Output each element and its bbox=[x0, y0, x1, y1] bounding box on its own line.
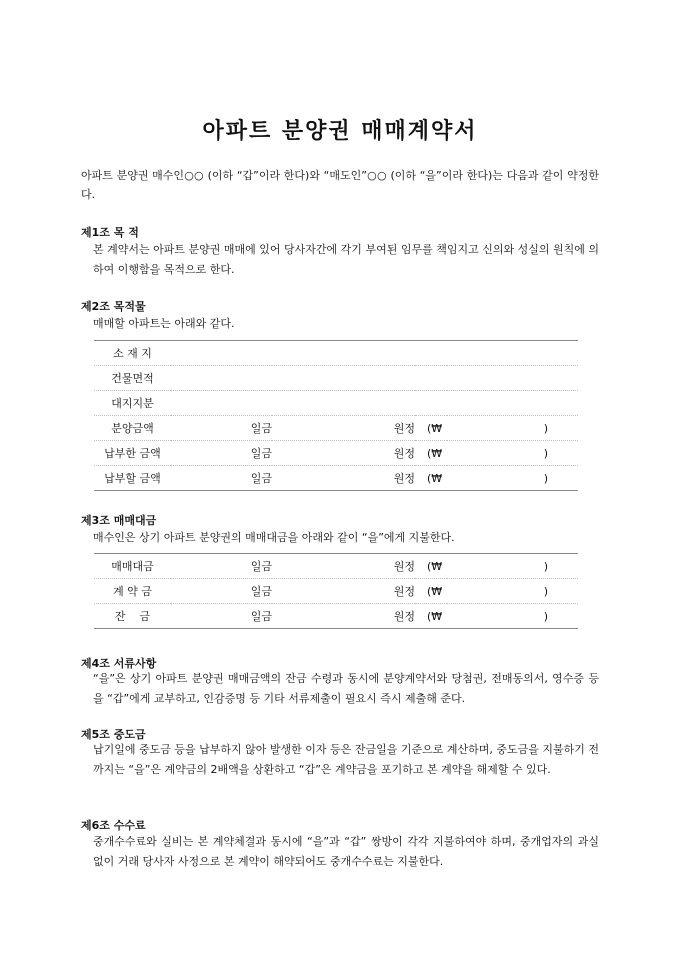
row-label: 잔 금 bbox=[94, 604, 171, 629]
article4-body: “을”은 상기 아파트 분양권 매매금액의 잔금 수령과 동시에 분양계약서와 당첨권, 전매동의서, 영수증 등을 “갑”에게 교부하고, 인감증명 등 기타 서류제출이 필요시 즉시 제출해 준다. bbox=[93, 672, 599, 705]
won-cell: 원정 bbox=[272, 441, 415, 466]
ilgeum-cell bbox=[171, 391, 272, 416]
row-label: 소 재 지 bbox=[94, 341, 171, 366]
row-label: 매매대금 bbox=[94, 554, 171, 579]
won-cell: 원정 bbox=[272, 604, 415, 629]
won-cell: 원정 bbox=[272, 416, 415, 441]
table-row bbox=[94, 341, 578, 366]
close-paren-cell: ) bbox=[447, 604, 578, 629]
close-paren-cell: ) bbox=[447, 466, 578, 491]
article3-heading: 제3조 매매대금 bbox=[81, 514, 157, 527]
table-row bbox=[94, 441, 578, 466]
ilgeum-cell: 일금 bbox=[171, 579, 272, 604]
row-label: 분양금액 bbox=[94, 416, 171, 441]
ilgeum-cell: 일금 bbox=[171, 441, 272, 466]
ilgeum-cell: 일금 bbox=[171, 604, 272, 629]
table-row bbox=[94, 466, 578, 491]
close-paren-cell bbox=[447, 366, 578, 391]
article1-body: 본 계약서는 아파트 분양권 매매에 있어 당사자간에 각기 부여된 임무를 책임지고 신의와 성실의 원칙에 의하여 이행함을 목적으로 한다. bbox=[93, 243, 599, 276]
payment-table bbox=[94, 553, 578, 629]
won-cell: 원정 bbox=[272, 554, 415, 579]
article4-heading: 제4조 서류사항 bbox=[81, 657, 157, 670]
won-cell: 원정 bbox=[272, 579, 415, 604]
article5-body: 납기일에 중도금 등을 납부하지 않아 발생한 이자 등은 잔금일을 기준으로 계산하며, 중도금을 지불하기 전까지는 “을”은 계약금의 2배액을 상환하고 “갑”은 계약금을 포기하고 본 계약을 해제할 수 있다. bbox=[93, 743, 599, 776]
currency-cell: (₩ bbox=[415, 441, 447, 466]
article5-heading: 제5조 중도금 bbox=[81, 728, 146, 741]
article2-heading: 제2조 목적물 bbox=[81, 300, 146, 313]
close-paren-cell: ) bbox=[447, 554, 578, 579]
document-title: 아파트 분양권 매매계약서 bbox=[202, 119, 478, 144]
currency-cell bbox=[415, 391, 447, 416]
table-row bbox=[94, 366, 578, 391]
property-table bbox=[94, 340, 578, 491]
currency-cell: (₩ bbox=[415, 466, 447, 491]
table-row bbox=[94, 604, 578, 629]
close-paren-cell: ) bbox=[447, 579, 578, 604]
ilgeum-cell: 일금 bbox=[171, 416, 272, 441]
ilgeum-cell bbox=[171, 366, 272, 391]
won-cell bbox=[272, 366, 415, 391]
row-label: 계 약 금 bbox=[94, 579, 171, 604]
currency-cell: (₩ bbox=[415, 604, 447, 629]
row-label: 납부할 금액 bbox=[94, 466, 171, 491]
close-paren-cell bbox=[447, 391, 578, 416]
ilgeum-cell: 일금 bbox=[171, 466, 272, 491]
row-label: 대지지분 bbox=[94, 391, 171, 416]
table-row bbox=[94, 416, 578, 441]
close-paren-cell bbox=[447, 341, 578, 366]
intro-paragraph: 아파트 분양권 매수인○○ (이하 “갑”이라 한다)와 “매도인”○○ (이하 “을”이라 한다)는 다음과 같이 약정한다. bbox=[81, 169, 599, 201]
ilgeum-cell bbox=[171, 341, 272, 366]
currency-cell: (₩ bbox=[415, 554, 447, 579]
table-row bbox=[94, 554, 578, 579]
won-cell bbox=[272, 341, 415, 366]
currency-cell bbox=[415, 341, 447, 366]
table-row bbox=[94, 579, 578, 604]
article1-heading: 제1조 목 적 bbox=[81, 226, 139, 239]
currency-cell: (₩ bbox=[415, 579, 447, 604]
row-label: 납부한 금액 bbox=[94, 441, 171, 466]
won-cell: 원정 bbox=[272, 466, 415, 491]
currency-cell: (₩ bbox=[415, 416, 447, 441]
article6-body: 중개수수료와 실비는 본 계약체결과 동시에 “을”과 “갑” 쌍방이 각각 지불하여야 하며, 중개업자의 과실 없이 거래 당사자 사정으로 본 계약이 해약되어도 중개수수료는 지불한다. bbox=[93, 835, 599, 868]
article3-body: 매수인은 상기 아파트 분양권의 매매대금을 아래와 같이 “을”에게 지불한다. bbox=[93, 531, 455, 544]
row-label: 건물면적 bbox=[94, 366, 171, 391]
won-cell bbox=[272, 391, 415, 416]
close-paren-cell: ) bbox=[447, 416, 578, 441]
table-row bbox=[94, 391, 578, 416]
article2-body: 매매할 아파트는 아래와 같다. bbox=[93, 317, 235, 330]
ilgeum-cell: 일금 bbox=[171, 554, 272, 579]
article6-heading: 제6조 수수료 bbox=[81, 819, 146, 832]
currency-cell bbox=[415, 366, 447, 391]
close-paren-cell: ) bbox=[447, 441, 578, 466]
